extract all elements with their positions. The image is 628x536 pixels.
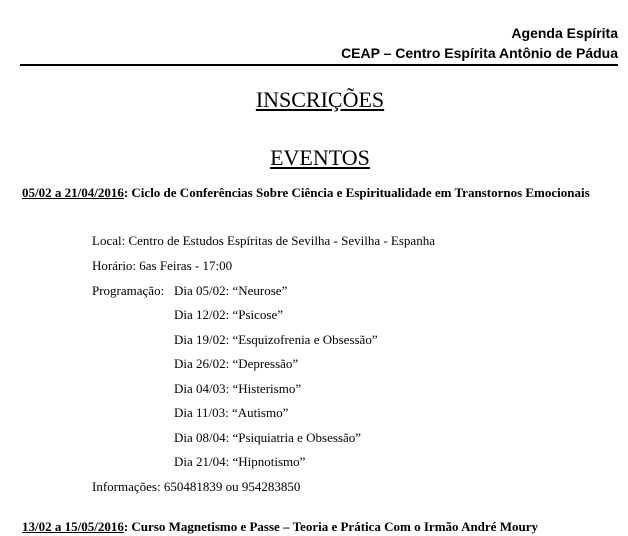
heading-inscricoes: INSCRIÇÕES [255,87,385,112]
header-agenda-title: Agenda Espírita [511,25,618,41]
event-date-range: 05/02 a 21/04/2016 [22,185,124,200]
program-item: Dia 11/03: “Autismo” [174,405,289,420]
event-location: Local: Centro de Estudos Espíritas de Sevilha - Sevilha - Espanha [92,233,435,248]
program-item: Dia 21/04: “Hipnotismo” [174,454,306,469]
program-item: Dia 19/02: “Esquizofrenia e Obsessão” [174,332,378,347]
event-schedule: Horário: 6as Feiras - 17:00 [92,258,233,273]
program-label: Programação: [92,283,165,298]
header-divider [20,64,618,66]
next-event-date-range: 13/02 a 15/05/2016 [22,519,124,534]
event-contact-info: Informações: 650481839 ou 954283850 [92,479,301,494]
program-item: Dia 26/02: “Depressão” [174,356,299,371]
next-event-name: : Curso Magnetismo e Passe – Teoria e Prática Com o Irmão André Moury [123,519,538,534]
next-event-title [22,518,538,536]
event-name: : Ciclo de Conferências Sobre Ciência e Espiritualidade em Transtornos Emocionais [123,185,590,200]
program-item: Dia 08/04: “Psiquiatria e Obsessão” [174,430,362,445]
program-item: Dia 05/02: “Neurose” [174,283,288,298]
program-item: Dia 04/03: “Histerismo” [174,381,302,396]
program-item: Dia 12/02: “Psicose” [174,307,284,322]
header-organization-name: CEAP – Centro Espírita Antônio de Pádua [341,45,618,61]
event-title [22,181,618,205]
heading-eventos: EVENTOS [270,145,370,170]
